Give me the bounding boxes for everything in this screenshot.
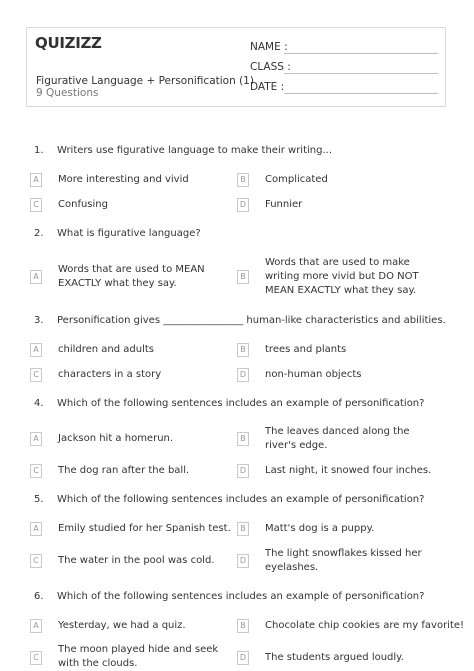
answer-option: Words that are used to make writing more vivid but DO NOT MEAN EXACTLY what they say. <box>265 257 419 296</box>
answer-option: Complicated <box>265 174 328 185</box>
answer-option: Confusing <box>58 199 108 210</box>
answer-option: Yesterday, we had a quiz. <box>58 620 186 631</box>
option-letter[interactable]: D <box>237 198 249 212</box>
name-field[interactable] <box>284 52 438 54</box>
answer-option: Jackson hit a homerun. <box>58 433 174 444</box>
date-label: DATE : <box>250 81 285 93</box>
option-letter[interactable]: A <box>30 522 42 536</box>
option-letter[interactable]: C <box>30 464 42 478</box>
name-label: NAME : <box>250 41 288 53</box>
question-number: 4. <box>34 398 44 409</box>
answer-option: The water in the pool was cold. <box>58 555 215 566</box>
class-field[interactable] <box>284 72 438 74</box>
option-letter[interactable]: A <box>30 343 42 357</box>
worksheet-title: Figurative Language + Personification (1) <box>36 75 254 87</box>
answer-option: non-human objects <box>265 369 362 380</box>
answer-option: Last night, it snowed four inches. <box>265 465 432 476</box>
answer-option: The dog ran after the ball. <box>58 465 190 476</box>
answer-option: The students argued loudly. <box>265 652 404 663</box>
answer-option: Words that are used to MEAN EXACTLY what they say. <box>58 264 205 289</box>
question-text: Writers use figurative language to make their writing... <box>57 145 333 156</box>
option-letter[interactable]: A <box>30 619 42 633</box>
answer-option: Emily studied for her Spanish test. <box>58 523 231 534</box>
answer-option: children and adults <box>58 344 155 355</box>
option-letter[interactable]: D <box>237 464 249 478</box>
question-text: Personification gives ________________ human-like characteristics and abilities. <box>57 315 446 326</box>
answer-option: characters in a story <box>58 369 162 380</box>
option-letter[interactable]: C <box>30 368 42 382</box>
option-letter[interactable]: D <box>237 651 249 665</box>
option-letter[interactable]: B <box>237 270 249 284</box>
date-field[interactable] <box>284 92 438 94</box>
answer-option: Funnier <box>265 199 303 210</box>
option-letter[interactable]: C <box>30 554 42 568</box>
option-letter[interactable]: B <box>237 432 249 446</box>
question-number: 1. <box>34 145 44 156</box>
question-number: 2. <box>34 228 44 239</box>
option-letter[interactable]: B <box>237 522 249 536</box>
option-letter[interactable]: B <box>237 619 249 633</box>
question-count: 9 Questions <box>36 87 99 99</box>
option-letter[interactable]: C <box>30 198 42 212</box>
option-letter[interactable]: C <box>30 651 42 665</box>
option-letter[interactable]: D <box>237 368 249 382</box>
question-number: 5. <box>34 494 44 505</box>
answer-option: More interesting and vivid <box>58 174 189 185</box>
question-text: Which of the following sentences includes an example of personification? <box>57 494 425 505</box>
option-letter[interactable]: D <box>237 554 249 568</box>
option-letter[interactable]: B <box>237 343 249 357</box>
question-text: Which of the following sentences includes an example of personification? <box>57 591 425 602</box>
answer-option: The light snowflakes kissed her eyelashes. <box>265 548 422 573</box>
class-label: CLASS : <box>250 61 291 73</box>
option-letter[interactable]: A <box>30 173 42 187</box>
question-number: 6. <box>34 591 44 602</box>
option-letter[interactable]: A <box>30 432 42 446</box>
answer-option: Chocolate chip cookies are my favorite! <box>265 620 465 631</box>
option-letter[interactable]: B <box>237 173 249 187</box>
question-number: 3. <box>34 315 44 326</box>
answer-option: Matt's dog is a puppy. <box>265 523 375 534</box>
answer-option: trees and plants <box>265 344 347 355</box>
answer-option: The moon played hide and seek with the clouds. <box>58 644 219 669</box>
answer-option: The leaves danced along the river's edge. <box>265 426 410 451</box>
question-text: What is figurative language? <box>57 228 201 239</box>
quizizz-logo: QUIZIZZ <box>35 34 102 52</box>
option-letter[interactable]: A <box>30 270 42 284</box>
question-text: Which of the following sentences includes an example of personification? <box>57 398 425 409</box>
